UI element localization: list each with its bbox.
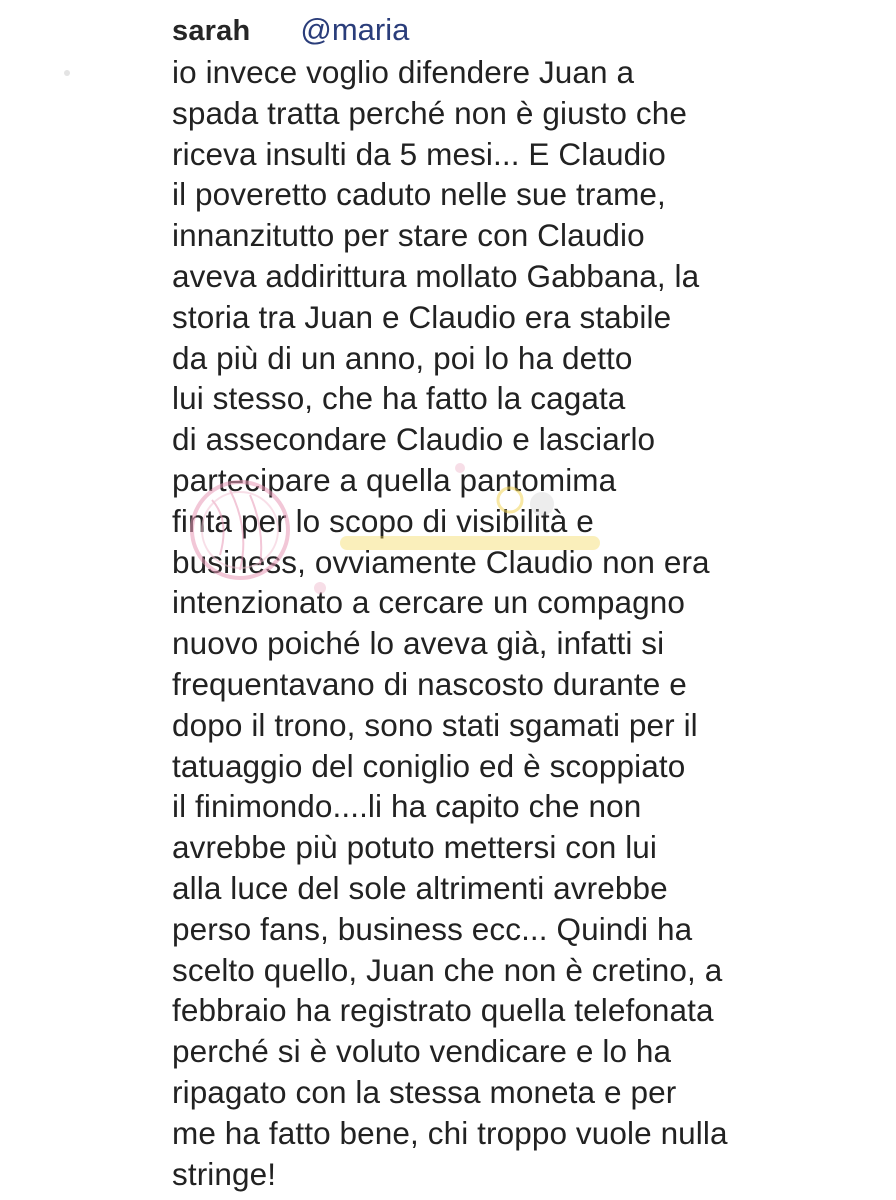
- comment-line: ripagato con la stessa moneta e per: [172, 1073, 677, 1110]
- comment-line: me ha fatto bene, chi troppo vuole nulla: [172, 1114, 728, 1151]
- comment-line: stringe!: [172, 1155, 277, 1192]
- comment-line: riceva insulti da 5 mesi... E Claudio: [172, 135, 666, 172]
- comment: [172, 12, 872, 1194]
- comment-line: business, ovviamente Claudio non era: [172, 543, 710, 580]
- comment-line: intenzionato a cercare un compagno: [172, 584, 685, 621]
- comment-line: spada tratta perché non è giusto che: [172, 94, 687, 131]
- comment-line: da più di un anno, poi lo ha detto: [172, 339, 633, 376]
- mention-link[interactable]: @maria: [300, 12, 410, 47]
- comment-line: il poveretto caduto nelle sue trame,: [172, 176, 666, 213]
- comment-line: io invece voglio difendere Juan a: [172, 54, 635, 90]
- decorative-dot: [64, 70, 70, 76]
- comment-line: perso fans, business ecc... Quindi ha: [172, 910, 693, 947]
- comment-line: tatuaggio del coniglio ed è scoppiato: [172, 747, 686, 784]
- comment-line: di assecondare Claudio e lasciarlo: [172, 421, 656, 458]
- comment-line: febbraio ha registrato quella telefonata: [172, 992, 714, 1029]
- comment-line: il finimondo....li ha capito che non: [172, 788, 642, 825]
- comment-line: scelto quello, Juan che non è cretino, a: [172, 951, 723, 988]
- comment-line: storia tra Juan e Claudio era stabile: [172, 298, 672, 335]
- comment-username[interactable]: sarah: [172, 15, 251, 47]
- comment-line: aveva addirittura mollato Gabbana, la: [172, 257, 700, 294]
- comment-line: innanzitutto per stare con Claudio: [172, 217, 645, 254]
- comment-line: lui stesso, che ha fatto la cagata: [172, 380, 626, 417]
- comment-header: [172, 12, 872, 52]
- comment-line: finta per lo scopo di visibilità e: [172, 502, 594, 539]
- comment-line: partecipare a quella pantomima: [172, 461, 617, 498]
- comment-line: dopo il trono, sono stati sgamati per il: [172, 706, 698, 743]
- comment-line: perché si è voluto vendicare e lo ha: [172, 1033, 672, 1070]
- comment-line: frequentavano di nascosto durante e: [172, 665, 687, 702]
- comment-line: avrebbe più potuto mettersi con lui: [172, 829, 658, 866]
- comment-line: nuovo poiché lo aveva già, infatti si: [172, 625, 665, 662]
- comment-text: [172, 52, 872, 1194]
- comment-line: alla luce del sole altrimenti avrebbe: [172, 869, 668, 906]
